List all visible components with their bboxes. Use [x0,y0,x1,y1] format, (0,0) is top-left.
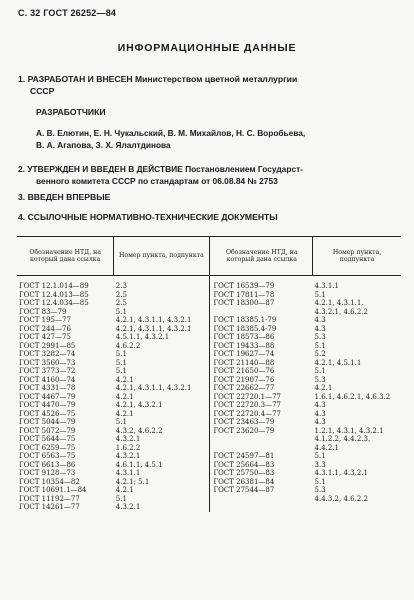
ntd-right-cell: ГОСТ 22720.4—77 [213,409,281,418]
section-1-text: Министерством цветной металлургии [134,74,298,84]
table-row [17,367,401,376]
ntd-right-cell [209,444,313,453]
table-row [17,444,401,453]
developers-line-1: А. В. Елютин, Е. Н. Чукальский, В. М. Михайлов, Н. С. Воробьева, [36,128,306,138]
ntd-left-cell: ГОСТ 4470—79 [19,401,76,409]
section-2-text: Постановлением Государст- [185,164,303,174]
table-row [17,410,401,419]
item-left-cell: 4.2.1, 4.3.1.1, 4.3.2.1 [114,325,209,334]
ntd-left-cell: ГОСТ 11192—77 [19,494,80,503]
ntd-right-cell: ГОСТ 23463—79 [213,418,275,426]
ntd-left-cell: ГОСТ 3560—73 [19,358,76,367]
ntd-right-cell: ГОСТ 24597—81 [213,452,275,460]
item-right-cell: 5.1 [314,290,326,299]
ntd-right-cell: ГОСТ 21650—76 [213,367,275,375]
item-left-cell: 1.6.2.2 [114,444,209,453]
item-right-cell: 4.2.1, 4.3.1.1, [314,299,364,307]
item-right-cell: 4.3.1.1 [314,282,340,290]
item-left-cell: 4.6.2.2 [114,342,209,351]
item-left-cell: 4.2.1, 4.3.2.1 [114,401,209,410]
item-left-cell: 4.2.1 [114,393,209,402]
item-right-cell: 3.3 [314,460,326,469]
table-row [17,393,401,402]
ntd-left-cell: ГОСТ 5044—79 [19,418,76,426]
item-left-cell: 4.3.1.1 [114,469,209,478]
ntd-right-cell: ГОСТ 16539—79 [213,282,275,290]
section-3 [18,191,398,203]
item-left-cell: 4.2.1, 4.3.1.1, 4.3.2.1 [114,316,209,325]
ntd-left-cell: ГОСТ 5072—79 [19,426,76,435]
developers-line-2: В. А. Агапова, З. Х. Ялалтдинова [36,140,171,150]
item-left-cell: 5.1 [114,350,209,359]
item-right-cell: 4.1.2.2, 4.4.2.3, [314,435,371,443]
section-4 [18,211,398,223]
ntd-left-cell: ГОСТ 6613—86 [19,460,76,469]
ntd-left-cell: ГОСТ 195—77 [19,316,71,324]
header-item-left: Номер пункта, подпункта [114,237,209,276]
ntd-left-cell: ГОСТ 2991—85 [19,341,76,350]
table-row [17,401,401,410]
section-4-number: 4. [18,212,26,222]
item-right-cell: 5.1 [314,452,326,460]
ntd-right-cell [209,435,313,444]
item-left-cell: 2.5 [114,291,209,300]
item-right-cell: 1.6.1, 4.6.2.1, 4.6.3.2 [314,392,391,401]
item-right-cell: 4.3.2.1, 4.6.2.2 [314,307,368,316]
table-row [17,384,401,393]
item-left-cell: 4.3.2.1 [114,452,209,461]
item-left-cell: 5.1 [114,308,209,317]
item-right-cell: 5.1 [314,477,326,486]
section-1-number: 1. [18,74,26,84]
item-left-cell: 2.3 [114,282,209,291]
ntd-right-cell: ГОСТ 18300—87 [213,299,275,307]
table-row [17,461,401,470]
table-row [17,495,401,504]
references-table [17,236,401,512]
item-left-cell: 4.6.1.1, 4.5.1 [114,461,209,470]
item-right-cell: 5.3 [314,486,326,494]
section-3-number: 3. [18,192,26,202]
ntd-right-cell: ГОСТ 21907—76 [213,375,275,384]
item-right-cell: 5.3 [314,375,326,384]
item-right-cell: 1.2.1, 4.3.1, 4.3.2.1 [314,426,384,435]
item-left-cell: 4.3.2, 4.6.2.2 [114,427,209,436]
table-row [17,478,401,487]
item-left-cell: 5.1 [114,418,209,427]
developers-list [36,127,396,151]
ntd-right-cell: ГОСТ 22720.1—77 [213,392,281,401]
ntd-left-cell: ГОСТ 4331—78 [19,384,76,392]
header-ntd-right: Обозначение НТД, на который дана ссылка [209,237,313,276]
table-row [17,452,401,461]
ntd-left-cell: ГОСТ 14261—77 [19,503,80,511]
table-row [17,299,401,308]
ntd-left-cell: ГОСТ 12.4.034—85 [19,299,89,307]
item-left-cell: 4.2.1; 5.1 [114,478,209,487]
ntd-right-cell: ГОСТ 23620—79 [213,426,275,435]
section-4-text: ССЫЛОЧНЫЕ НОРМАТИВНО-ТЕХНИЧЕСКИЕ ДОКУМЕНТЫ [27,212,278,222]
ntd-right-cell [209,503,313,512]
item-right-cell: 4.2.1 [314,384,333,392]
item-left-cell: 4.3.2.1 [114,503,209,512]
table-header-row [17,237,401,276]
item-left-cell: 5.1 [114,367,209,376]
table-row [17,342,401,351]
ntd-right-cell: ГОСТ 17811—78 [213,290,275,299]
item-left-cell: 5.1 [114,359,209,368]
ntd-right-cell: ГОСТ 18385.1-79 [213,316,277,324]
table-row [17,418,401,427]
ntd-right-cell: ГОСТ 26381—84 [213,477,275,486]
item-left-cell: 4.2.1 [114,376,209,385]
ntd-right-cell: ГОСТ 19433—88 [213,341,275,350]
section-1-continuation: СССР [30,86,55,96]
table-row [17,350,401,359]
section-2-lead: УТВЕРЖДЕН И ВВЕДЕН В ДЕЙСТВИЕ [27,164,183,174]
ntd-left-cell: ГОСТ 4526—75 [19,409,76,418]
ntd-left-cell: ГОСТ 10354—82 [19,477,80,486]
ntd-left-cell: ГОСТ 12.1.014—89 [19,282,89,290]
ntd-right-cell: ГОСТ 18385.4-79 [213,324,277,333]
item-right-cell: 4.3 [314,324,326,333]
item-left-cell: 4.2.1, 4.3.1.1, 4.3.2.1 [114,384,209,393]
ntd-right-cell: ГОСТ 27544—87 [213,486,275,494]
ntd-left-cell: ГОСТ 3773—72 [19,367,76,375]
table-row [17,486,401,495]
table-row [17,503,401,512]
ntd-right-cell: ГОСТ 22662—77 [213,384,275,392]
ntd-left-cell: ГОСТ 12.4.013—85 [19,290,89,299]
ntd-left-cell: ГОСТ 244—76 [19,324,71,333]
ntd-left-cell: ГОСТ 6259—75 [19,443,76,452]
table-row [17,359,401,368]
running-head: С. 32 ГОСТ 26252—84 [18,8,117,18]
table-row [17,291,401,300]
item-right-cell: 4.3.1.1, 4.3.2.1 [314,469,368,477]
table-row [17,282,401,291]
item-right-cell: 4.2.1, 4.5.1.1 [314,358,362,367]
ntd-right-cell [209,308,313,317]
ntd-left-cell: ГОСТ 83—79 [19,307,67,316]
header-item-right: Номер пункта, подпункта [313,237,401,276]
ntd-right-cell [209,495,313,504]
table-row [17,376,401,385]
item-right-cell: 5.2 [314,350,326,358]
section-2-continuation: венного комитета СССР по стандартам от 06.08.84 № 2753 [36,176,278,186]
ntd-left-cell: ГОСТ 9128—73 [19,469,76,477]
ntd-left-cell: ГОСТ 4160—74 [19,375,76,384]
ntd-right-cell: ГОСТ 21140—88 [213,358,275,367]
item-right-cell: 5.3 [314,333,326,341]
section-2 [18,163,402,187]
section-2-number: 2. [18,164,25,174]
item-right-cell: 4.4.2.1 [314,443,340,452]
ntd-left-cell: ГОСТ 4467—79 [19,392,76,401]
table-row [17,435,401,444]
table-row [17,469,401,478]
table-row [17,316,401,325]
table-row [17,325,401,334]
item-right-cell: 4.3 [314,316,326,324]
ntd-left-cell: ГОСТ 427—75 [19,333,71,341]
item-right-cell [313,503,401,512]
item-left-cell: 5.1 [114,495,209,504]
item-left-cell: 4.2.1 [114,410,209,419]
item-left-cell: 4.3.2.1 [114,435,209,444]
item-right-cell: 4.3 [314,401,326,409]
item-right-cell: 5.1 [314,367,326,375]
item-right-cell: 4.3 [314,409,326,418]
table-row [17,427,401,436]
header-ntd-left: Обозначение НТД, на который дана ссылка [17,237,114,276]
ntd-right-cell: ГОСТ 19627—74 [213,350,275,358]
table-body [17,276,401,512]
item-left-cell: 4.2.1 [114,486,209,495]
developers-heading: РАЗРАБОТЧИКИ [36,107,106,117]
section-1 [18,73,398,97]
item-right-cell: 4.4.3.2, 4.6.2.2 [314,494,368,503]
ntd-right-cell: ГОСТ 18573—86 [213,333,275,341]
ntd-right-cell: ГОСТ 25750—83 [213,469,275,477]
section-3-text: ВВЕДЕН ВПЕРВЫЕ [27,192,111,202]
item-left-cell: 2.5 [114,299,209,308]
item-right-cell: 5.1 [314,341,326,350]
item-right-cell: 4.3 [314,418,326,426]
ntd-left-cell: ГОСТ 6563—75 [19,452,76,460]
table-row [17,333,401,342]
ntd-left-cell: ГОСТ 3282—74 [19,350,76,358]
ntd-left-cell: ГОСТ 10691.1—84 [19,486,87,494]
table-row [17,308,401,317]
ntd-right-cell: ГОСТ 25664—83 [213,460,275,469]
section-1-lead: РАЗРАБОТАН И ВНЕСЕН [27,74,133,84]
page-title: ИНФОРМАЦИОННЫЕ ДАННЫЕ [117,42,297,54]
ntd-left-cell: ГОСТ 5644—75 [19,435,76,443]
ntd-right-cell: ГОСТ 22720.3—77 [213,401,281,409]
item-left-cell: 4.5.1.1, 4.3.2.1 [114,333,209,342]
